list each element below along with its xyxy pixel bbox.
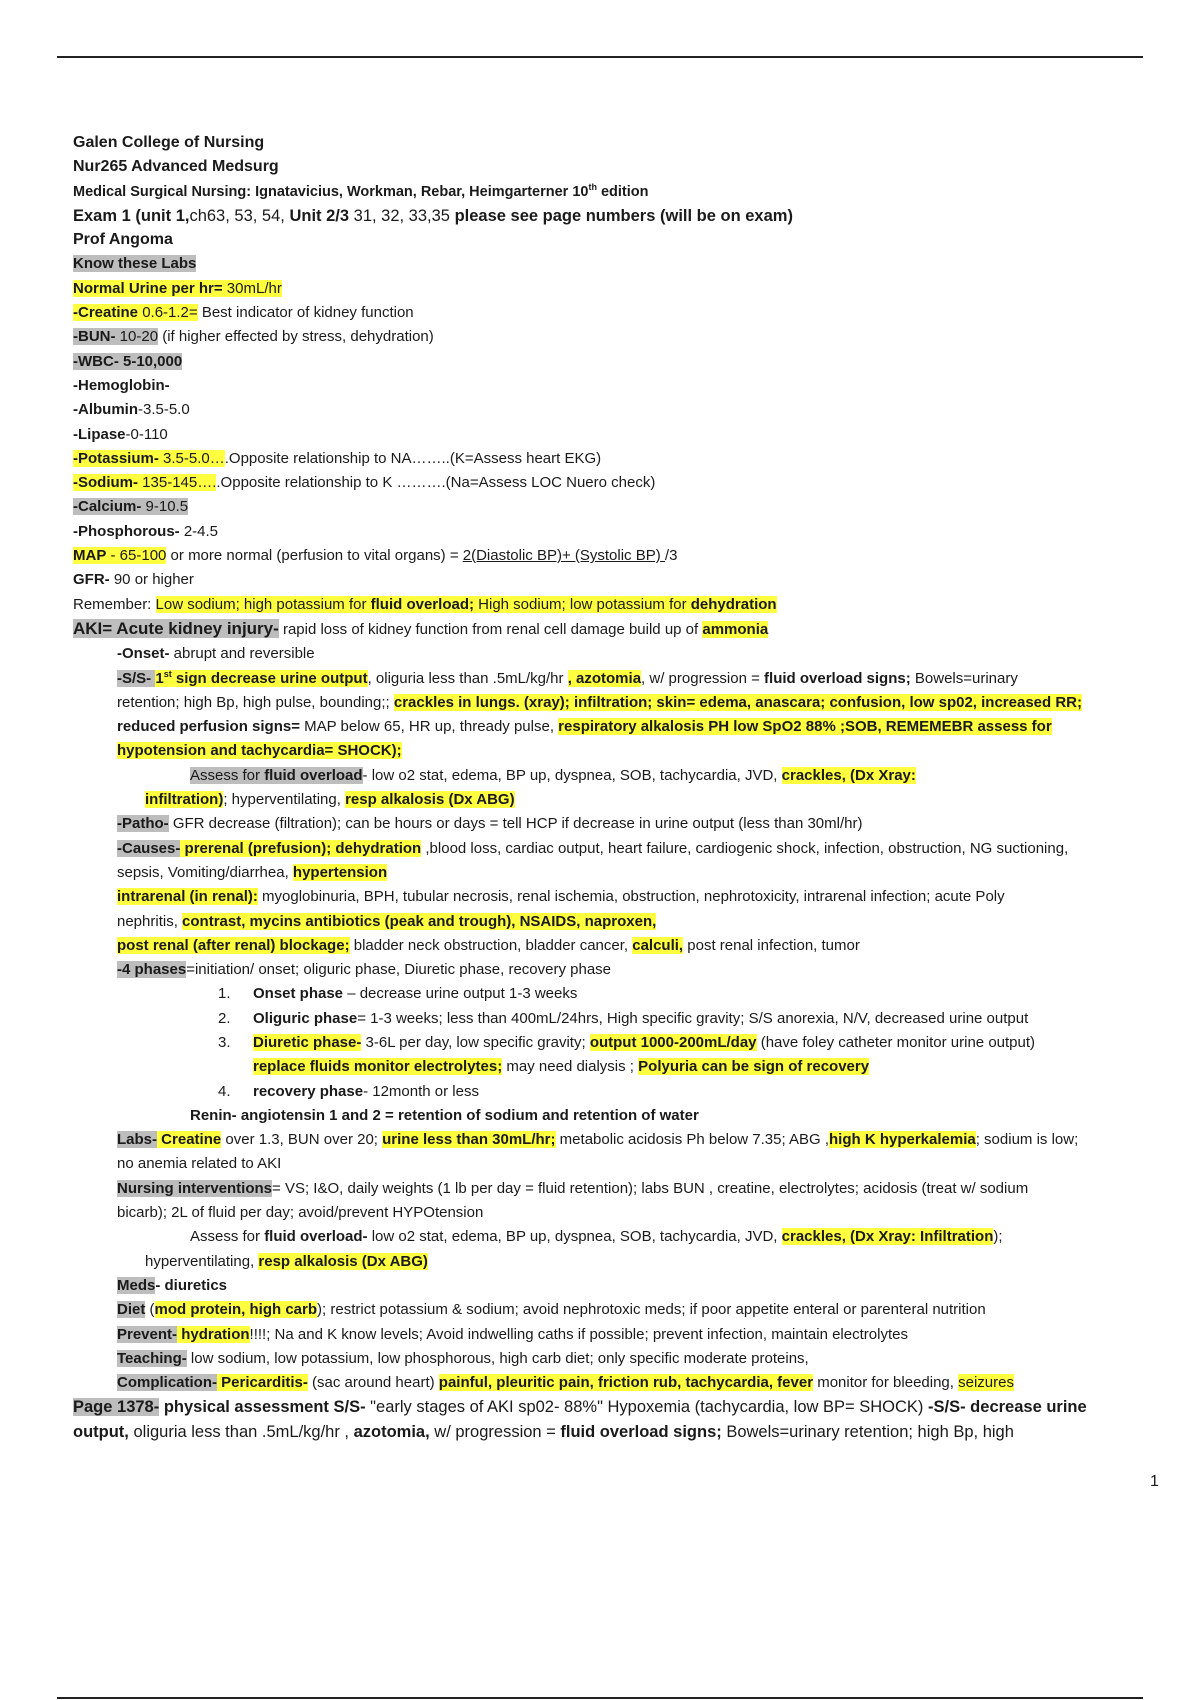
- aki-intrarenal: intrarenal (in renal): myoglobinuria, BPH, tubular necrosis, renal ischemia, obstruction, nephrotoxicity, intrarenal infection; acute Poly: [117, 888, 1005, 906]
- phase-diuretic: 3. Diuretic phase- 3-6L per day, low specific gravity; output 1000-200mL/day (have foley catheter monitor urine output): [218, 1033, 1036, 1051]
- aki-causes-2: sepsis, Vomiting/diarrhea, hypertension: [117, 863, 388, 881]
- phase-diuretic-2: replace fluids monitor electrolytes; may need dialysis ; Polyuria can be sign of recovery: [253, 1058, 870, 1076]
- aki-labs-2: no anemia related to AKI: [117, 1155, 282, 1173]
- remember-line: Remember: Low sodium; high potassium for fluid overload; High sodium; low potassium for dehydration: [73, 595, 777, 613]
- aki-causes: -Causes- prerenal (prefusion); dehydration ,blood loss, cardiac output, heart failure, cardiogenic shock, infection, obstruction, NG suctioning,: [117, 839, 1069, 857]
- document-body: [73, 131, 1168, 1444]
- aki-teaching: Teaching- low sodium, low potassium, low phosphorous, high carb diet; only specific moderate proteins,: [117, 1349, 809, 1367]
- lab-wbc: -WBC- 5-10,000: [73, 352, 183, 370]
- aki-postrenal: post renal (after renal) blockage; bladder neck obstruction, bladder cancer, calculi, post renal infection, tumor: [117, 936, 860, 954]
- lab-albumin: -Albumin-3.5-5.0: [73, 401, 190, 419]
- bottom-rule: [57, 1697, 1143, 1699]
- assess-fluid-3: Assess for fluid overload- low o2 stat, edema, BP up, dyspnea, SOB, tachycardia, JVD, crackles, (Dx Xray: Infiltration);: [190, 1228, 1003, 1246]
- aki-patho: -Patho- GFR decrease (filtration); can be hours or days = tell HCP if decrease in urine output (less than 30ml/hr): [117, 815, 863, 833]
- lab-gfr: GFR- 90 or higher: [73, 571, 194, 589]
- renin-line: Renin- angiotensin 1 and 2 = retention of sodium and retention of water: [190, 1106, 699, 1124]
- aki-intrarenal-2: nephritis, contrast, mycins antibiotics (peak and trough), NSAIDS, naproxen,: [117, 912, 657, 930]
- aki-signs-4: hypotension and tachycardia= SHOCK);: [117, 742, 402, 760]
- top-rule: [57, 56, 1143, 58]
- lab-potassium: -Potassium- 3.5-5.0….Opposite relationship to NA……..(K=Assess heart EKG): [73, 449, 602, 467]
- aki-title: AKI= Acute kidney injury- rapid loss of kidney function from renal cell damage build up of ammonia: [73, 618, 769, 638]
- textbook-line: Medical Surgical Nursing: Ignatavicius, Workman, Rebar, Heimgarterner 10th edition: [73, 181, 649, 200]
- lab-phosphorous: -Phosphorous- 2-4.5: [73, 522, 219, 540]
- aki-labs: Labs- Creatine over 1.3, BUN over 20; urine less than 30mL/hr; metabolic acidosis Ph below 7.35; ABG ,high K hyperkalemia; sodium is low;: [117, 1131, 1079, 1149]
- aki-signs-2: retention; high Bp, high pulse, bounding;; crackles in lungs. (xray); infiltration; skin= edema, anascara; confusion, low sp02, increased RR;: [117, 693, 1083, 711]
- aki-diet: Diet (mod protein, high carb); restrict potassium & sodium; avoid nephrotoxic meds; if poor appetite enteral or parenteral nutrition: [117, 1301, 986, 1319]
- lab-hemoglobin: -Hemoglobin-: [73, 376, 170, 394]
- aki-meds: Meds- diuretics: [117, 1276, 228, 1294]
- labs-heading: Know these Labs: [73, 255, 197, 273]
- aki-signs-3: reduced perfusion signs= MAP below 65, HR up, thready pulse, respiratory alkalosis PH low SpO2 88% ;SOB, REMEMEBR assess for: [117, 718, 1052, 736]
- aki-nursing: Nursing interventions= VS; I&O, daily weights (1 lb per day = fluid retention); labs BUN , creatine, electrolytes; acidosis (treat w/ sodium: [117, 1179, 1029, 1197]
- assess-fluid-1: Assess for fluid overload- low o2 stat, edema, BP up, dyspnea, SOB, tachycardia, JVD, crackles, (Dx Xray:: [190, 766, 916, 784]
- professor-name: Prof Angoma: [73, 231, 173, 249]
- page-number: 1: [1150, 1473, 1159, 1490]
- lab-urine: Normal Urine per hr= 30mL/hr: [73, 279, 282, 297]
- page-reference: Page 1378- physical assessment S/S- "early stages of AKI sp02- 88%" Hypoxemia (tachycardia, low BP= SHOCK) -S/S- decrease urine: [73, 1398, 1087, 1417]
- school-name: Galen College of Nursing: [73, 134, 265, 151]
- aki-signs-1: -S/S- 1st sign decrease urine output, oliguria less than .5mL/kg/hr , azotomia, w/ progression = fluid overload signs; Bowels=urinary: [117, 668, 1018, 687]
- lab-calcium: -Calcium- 9-10.5: [73, 498, 189, 516]
- aki-phases: -4 phases=initiation/ onset; oliguric phase, Diuretic phase, recovery phase: [117, 961, 612, 979]
- lab-map: MAP - 65-100 or more normal (perfusion to vital organs) = 2(Diastolic BP)+ (Systolic BP) /3: [73, 547, 678, 565]
- phase-recovery: 4. recovery phase- 12month or less: [218, 1082, 479, 1100]
- assess-fluid-4: hyperventilating, resp alkalosis (Dx ABG): [145, 1252, 428, 1270]
- exam-line: Exam 1 (unit 1,ch63, 53, 54, Unit 2/3 31, 32, 33,35 please see page numbers (will be on exam): [73, 206, 793, 225]
- aki-onset: -Onset- abrupt and reversible: [117, 645, 315, 663]
- assess-fluid-2: infiltration); hyperventilating, resp alkalosis (Dx ABG): [145, 791, 515, 809]
- aki-nursing-2: bicarb); 2L of fluid per day; avoid/prevent HYPOtension: [117, 1204, 484, 1222]
- page-reference-2: output, oliguria less than .5mL/kg/hr , azotomia, w/ progression = fluid overload signs; Bowels=urinary retention; high Bp, high: [73, 1422, 1014, 1441]
- phase-onset: 1. Onset phase – decrease urine output 1-3 weeks: [218, 985, 578, 1003]
- aki-complication: Complication- Pericarditis- (sac around heart) painful, pleuritic pain, friction rub, tachycardia, fever monitor for bleeding, seizures: [117, 1374, 1014, 1392]
- aki-prevent: Prevent- hydration!!!!; Na and K know levels; Avoid indwelling caths if possible; prevent infection, maintain electrolytes: [117, 1325, 908, 1343]
- phase-oliguric: 2. Oliguric phase= 1-3 weeks; less than 400mL/24hrs, High specific gravity; S/S anorexia, N/V, decreased urine output: [218, 1009, 1029, 1027]
- lab-bun: -BUN- 10-20 (if higher effected by stress, dehydration): [73, 328, 434, 346]
- course-name: Nur265 Advanced Medsurg: [73, 158, 279, 176]
- lab-sodium: -Sodium- 135-145…..Opposite relationship to K ……….(Na=Assess LOC Nuero check): [73, 474, 656, 492]
- lab-lipase: -Lipase-0-110: [73, 425, 168, 443]
- lab-creatine: -Creatine 0.6-1.2= Best indicator of kidney function: [73, 304, 414, 322]
